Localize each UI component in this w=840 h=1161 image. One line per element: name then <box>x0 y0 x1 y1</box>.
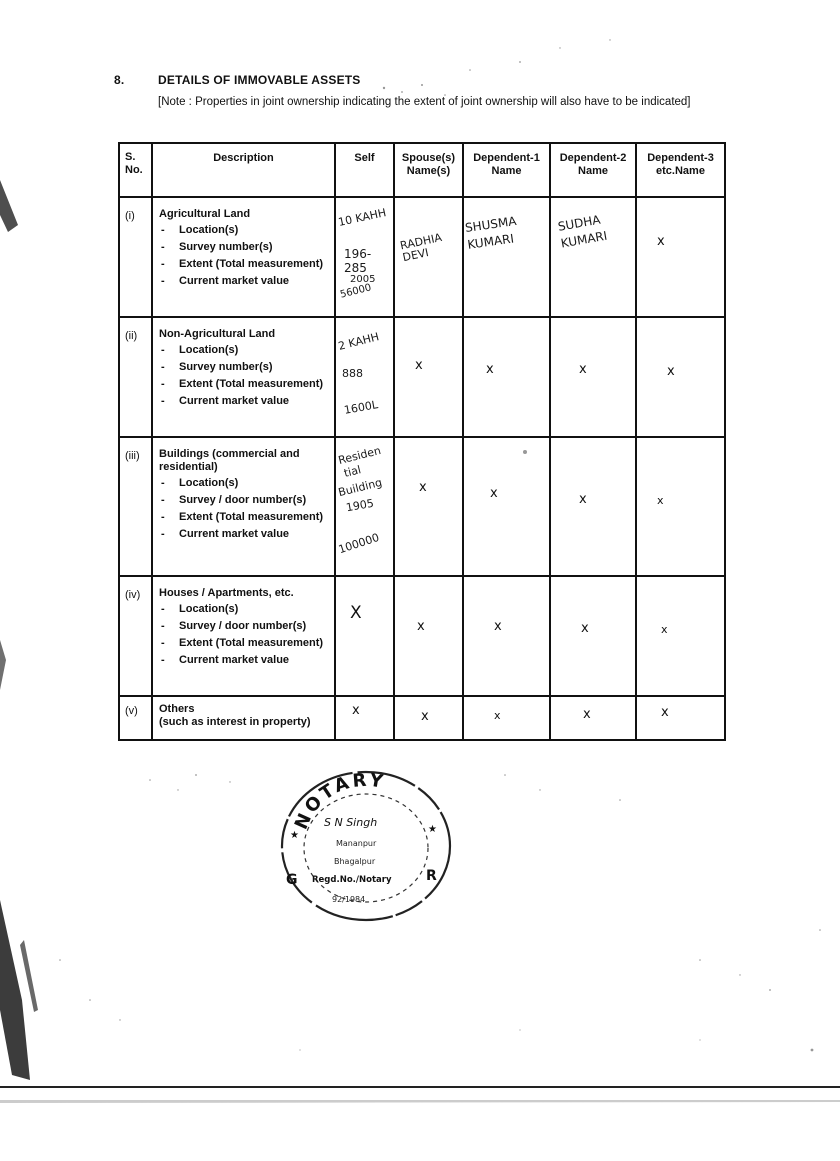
header-sno-line1: S. <box>125 151 136 163</box>
stamp-letter-mark-icon: G <box>286 872 298 888</box>
list-item: - Current market value <box>159 274 330 288</box>
cell-dep1 <box>463 696 550 740</box>
list-item: - Current market value <box>159 394 330 408</box>
cross-mark: x <box>421 709 429 724</box>
cross-mark: x <box>486 362 494 377</box>
list-item: - Location(s) <box>159 343 330 357</box>
cell-dep3 <box>636 696 725 740</box>
cell-spouse <box>394 576 463 696</box>
cell-spouse <box>394 197 463 317</box>
section-number: 8. <box>114 73 125 87</box>
cell-dep2 <box>550 696 636 740</box>
cell-dep3 <box>636 437 725 576</box>
cross-mark: x <box>494 709 501 722</box>
cross-mark: x <box>579 492 587 507</box>
section-note: [Note : Properties in joint ownership indicating the extent of joint ownership will also have to be indicated] <box>158 96 691 108</box>
row-items <box>159 343 330 408</box>
cross-mark: x <box>490 486 498 501</box>
list-item: - Survey / door number(s) <box>159 493 330 507</box>
handwritten-entry: 2005 <box>350 274 376 285</box>
cell-dep3 <box>636 317 725 437</box>
stamp-top-text-path: NOTARY <box>290 769 388 833</box>
cross-mark: x <box>494 619 502 634</box>
row-category: Others <box>159 703 195 715</box>
list-item: - Extent (Total measurement) <box>159 377 330 391</box>
cross-mark: x <box>415 358 423 373</box>
cell-dep1 <box>463 437 550 576</box>
cross-mark: x <box>352 703 360 718</box>
row-description <box>152 576 335 696</box>
header-dep1 <box>463 143 550 197</box>
list-item: - Extent (Total measurement) <box>159 510 330 524</box>
row-description <box>152 696 335 740</box>
cell-self <box>335 437 394 576</box>
handwritten-entry: Residen <box>336 443 383 468</box>
cell-spouse <box>394 437 463 576</box>
row-sno: (ii) <box>119 317 152 437</box>
notary-stamp <box>272 766 457 924</box>
list-item: - Current market value <box>159 653 330 667</box>
list-item: - Location(s) <box>159 476 330 490</box>
cell-self <box>335 576 394 696</box>
header-description: Description <box>152 143 335 197</box>
cross-mark: x <box>661 623 668 636</box>
header-self <box>335 143 394 197</box>
notary-stamp-graphic <box>272 766 457 924</box>
row-category: Houses / Apartments, etc. <box>159 587 294 599</box>
header-dep2 <box>550 143 636 197</box>
header-dep1-line1: Dependent-1 <box>473 152 540 164</box>
stamp-letter-mark-icon: R <box>426 868 437 884</box>
table-row <box>119 437 725 576</box>
cell-dep2 <box>550 437 636 576</box>
row-sno: (iv) <box>119 576 152 696</box>
row-items <box>159 223 330 288</box>
cross-mark: x <box>579 362 587 377</box>
stamp-line4: Regd.No./Notary <box>312 875 392 885</box>
header-self-label: Self <box>354 152 375 164</box>
handwritten-entry: SHUSMA KUMARI <box>464 213 518 252</box>
cell-dep3 <box>636 197 725 317</box>
cell-dep1 <box>463 317 550 437</box>
cross-mark: x <box>581 621 589 636</box>
header-dep3 <box>636 143 725 197</box>
stamp-star-icon: ★ <box>290 830 299 841</box>
stamp-line5: 92/1984 <box>332 895 366 904</box>
handwritten-entry: 2 KAHH <box>336 330 381 353</box>
list-item: - Survey number(s) <box>159 240 330 254</box>
handwritten-entry: Building <box>336 475 384 500</box>
list-item: - Survey number(s) <box>159 360 330 374</box>
cell-dep1 <box>463 576 550 696</box>
cell-dep1 <box>463 197 550 317</box>
list-item: - Extent (Total measurement) <box>159 636 330 650</box>
cell-dep2 <box>550 197 636 317</box>
cell-spouse <box>394 696 463 740</box>
cross-mark: x <box>667 364 675 379</box>
handwritten-entry: 888 <box>342 367 363 380</box>
header-dep3-line2: etc.Name <box>656 165 705 177</box>
row-items <box>159 476 330 541</box>
cross-mark: x <box>583 707 591 722</box>
cell-dep3 <box>636 576 725 696</box>
cross-mark: x <box>657 494 664 507</box>
header-dep3-line1: Dependent-3 <box>647 152 714 164</box>
list-item: - Extent (Total measurement) <box>159 257 330 271</box>
section-title: DETAILS OF IMMOVABLE ASSETS <box>158 73 361 87</box>
handwritten-entry: 196- <box>344 247 372 261</box>
list-item: - Location(s) <box>159 602 330 616</box>
header-dep2-line1: Dependent-2 <box>559 152 627 164</box>
cross-mark: x <box>417 619 425 634</box>
header-spouse-line2: Name(s) <box>406 165 451 177</box>
list-item: - Current market value <box>159 527 330 541</box>
cross-mark: x <box>419 480 427 495</box>
cross-mark: x <box>657 234 665 249</box>
cell-dep2 <box>550 576 636 696</box>
header-sno <box>119 143 152 197</box>
stamp-star-icon: ★ <box>428 824 437 835</box>
header-dep1-line2: Name <box>491 165 522 177</box>
row-description <box>152 197 335 317</box>
cell-self <box>335 696 394 740</box>
table-row <box>119 576 725 696</box>
header-spouse <box>394 143 463 197</box>
list-item: - Survey / door number(s) <box>159 619 330 633</box>
row-sno: (iii) <box>119 437 152 576</box>
header-sno-line2: No. <box>125 164 143 176</box>
row-sno: (i) <box>119 197 152 317</box>
handwritten-entry: 56000 <box>339 282 373 301</box>
cell-dep2 <box>550 317 636 437</box>
cross-mark: x <box>661 705 669 720</box>
immovable-assets-table <box>118 142 726 741</box>
header-spouse-line1: Spouse(s) <box>401 152 456 164</box>
row-sno: (v) <box>119 696 152 740</box>
row-category: Agricultural Land <box>159 208 251 220</box>
handwritten-entry: 100000 <box>336 530 381 557</box>
handwritten-entry: SUDHA KUMARI <box>556 212 609 251</box>
row-items <box>159 602 330 667</box>
handwritten-entry: RADHIA DEVI <box>398 230 443 265</box>
handwritten-entry: tial <box>342 463 363 480</box>
stamp-line2: Mananpur <box>336 839 377 848</box>
stamp-line3: Bhagalpur <box>334 857 376 866</box>
handwritten-entry: 1600L <box>343 398 379 417</box>
table-row <box>119 197 725 317</box>
stamp-name: S N Singh <box>324 816 378 829</box>
header-row <box>119 143 725 197</box>
row-category: Buildings (commercial and residential) <box>159 448 300 473</box>
list-item: - Location(s) <box>159 223 330 237</box>
cross-mark: X <box>350 603 362 623</box>
handwritten-entry: 285 <box>344 261 367 275</box>
header-dep2-line2: Name <box>578 165 608 177</box>
row-subtext: (such as interest in property) <box>159 716 311 728</box>
row-description <box>152 437 335 576</box>
cell-self <box>335 317 394 437</box>
page-bottom-rule <box>0 1086 840 1088</box>
handwritten-entry: 10 KAHH <box>337 206 388 229</box>
row-category: Non-Agricultural Land <box>159 328 276 340</box>
handwritten-entry: 1905 <box>344 496 375 515</box>
row-description <box>152 317 335 437</box>
table-row <box>119 317 725 437</box>
cell-self <box>335 197 394 317</box>
cell-spouse <box>394 317 463 437</box>
table-row <box>119 696 725 740</box>
